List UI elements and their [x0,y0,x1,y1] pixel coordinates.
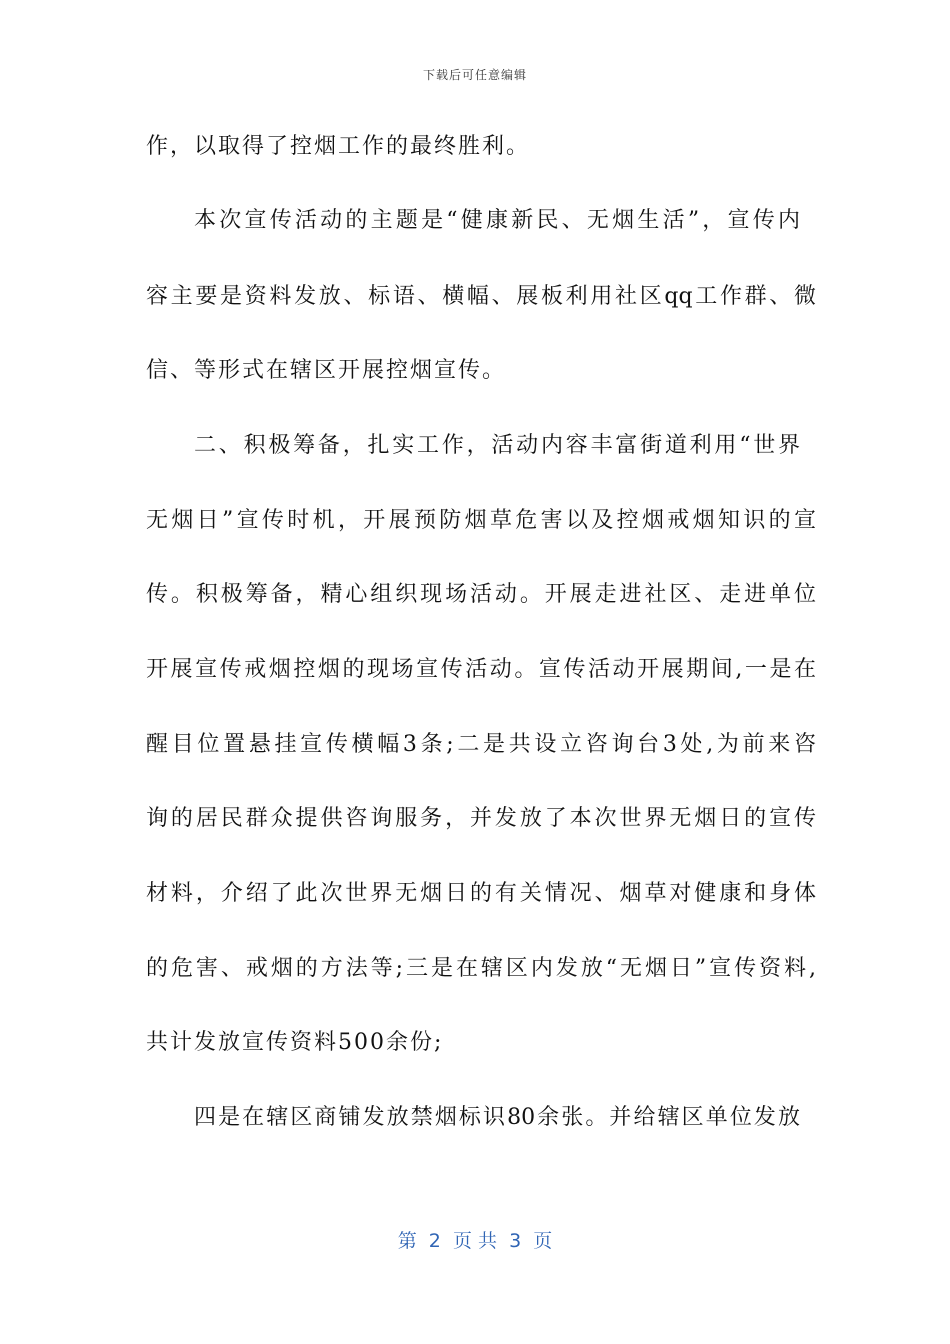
header-note: 下载后可任意编辑 [422,68,527,82]
paragraph-line: 本次宣传活动的主题是“健康新民、无烟生活”，宣传内 [194,208,800,233]
paragraph-line: 开展宣传戒烟控烟的现场宣传活动。宣传活动开展期间,一是在 [146,657,816,682]
page-number-footer: 第 2 页 共 3 页 [397,1230,553,1252]
paragraph-line: 四是在辖区商铺发放禁烟标识80余张。并给辖区单位发放 [194,1105,800,1130]
paragraph-line: 的危害、戒烟的方法等;三是在辖区内发放“无烟日”宣传资料, [146,956,816,981]
paragraph-line: 作，以取得了控烟工作的最终胜利。 [146,134,531,159]
paragraph-line: 二、积极筹备，扎实工作，活动内容丰富街道利用“世界 [194,433,800,458]
paragraph-line: 醒目位置悬挂宣传横幅3条;二是共设立咨询台3处,为前来咨 [146,732,816,757]
paragraph-line: 材料，介绍了此次世界无烟日的有关情况、烟草对健康和身体 [146,881,816,906]
paragraph-line: 信、等形式在辖区开展控烟宣传。 [146,358,507,383]
paragraph-line: 共计发放宣传资料500余份; [146,1030,444,1055]
paragraph-line: 询的居民群众提供咨询服务，并发放了本次世界无烟日的宣传 [146,806,816,831]
paragraph-line: 无烟日”宣传时机，开展预防烟草危害以及控烟戒烟知识的宣 [146,508,816,533]
paragraph-line: 容主要是资料发放、标语、横幅、展板利用社区qq工作群、微 [146,284,816,309]
paragraph-line: 传。积极筹备，精心组织现场活动。开展走进社区、走进单位 [146,582,816,607]
